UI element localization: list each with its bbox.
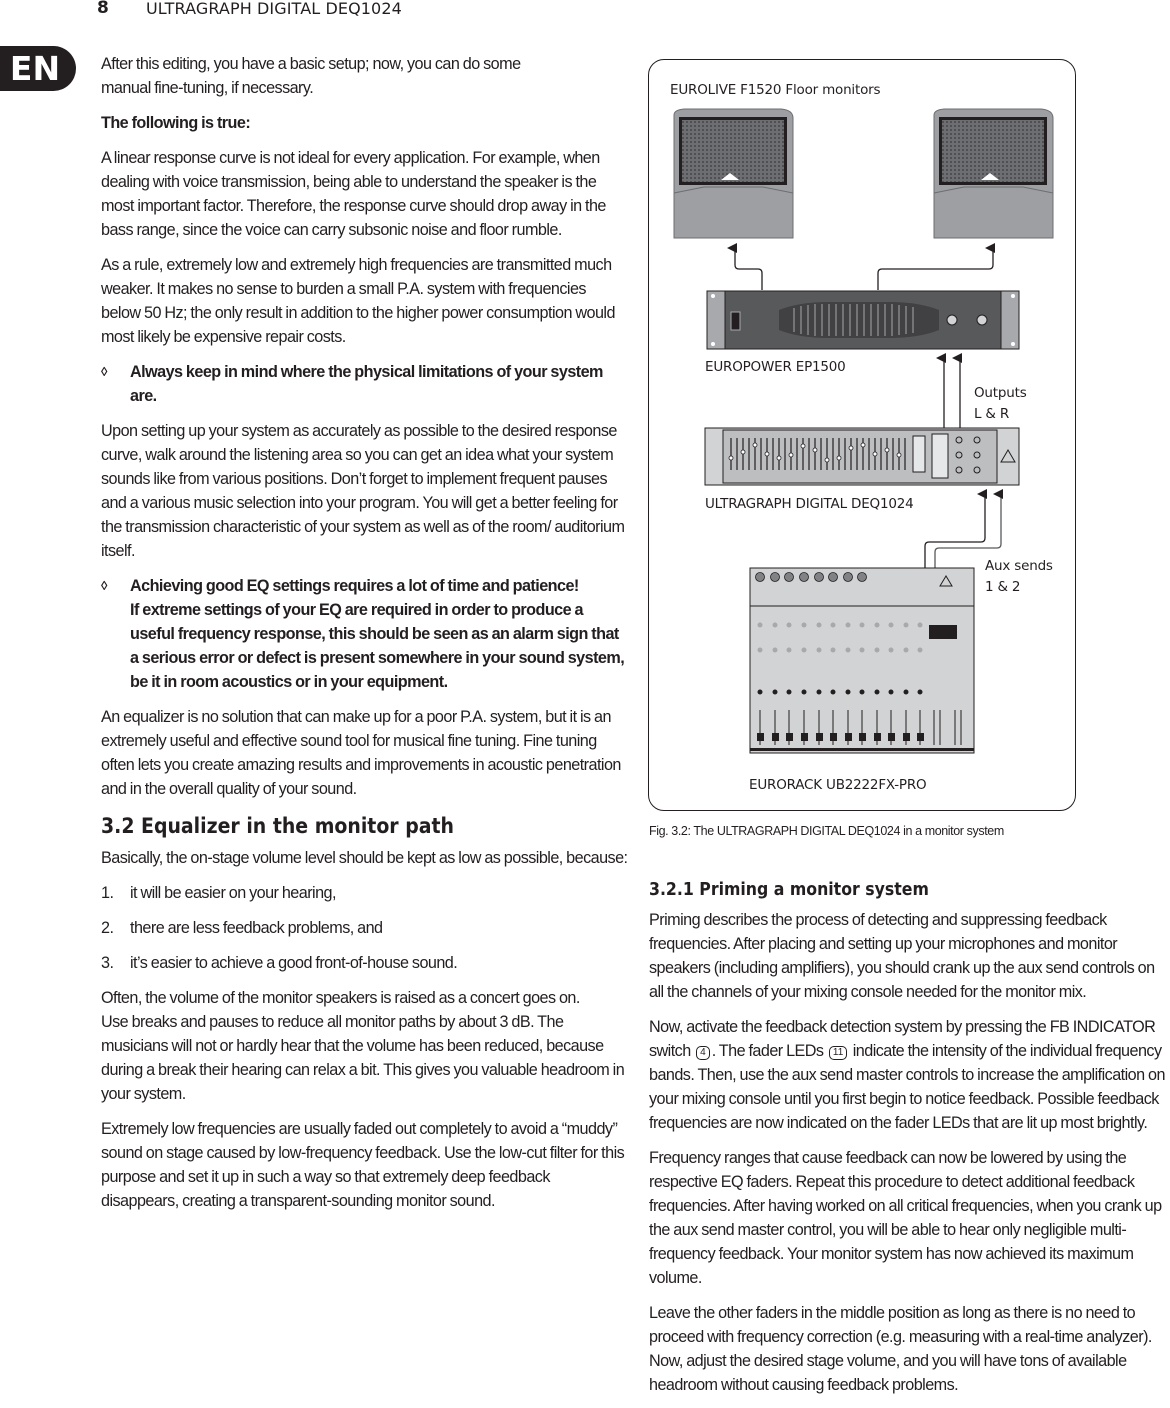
intro-paragraph: After this editing, you have a basic setup; now, you can do some manual fine-tuning, if necessary. bbox=[101, 55, 521, 97]
power-amplifier-icon bbox=[707, 291, 1019, 349]
aux-sends-label-line1: Aux sends bbox=[985, 558, 1053, 574]
subsection-heading-3-2-1: 3.2.1 Priming a monitor system bbox=[649, 880, 929, 900]
list-text: there are less feedback problems, and bbox=[130, 919, 383, 937]
leave-faders-paragraph: Leave the other faders in the middle position as long as there is no need to proceed with frequency correction (e.g. measuring with a real-time analyzer). Now, adjust the desired stage volume, and you will have tons of available headroom without causing feedback problems. bbox=[649, 1304, 1152, 1394]
note-text bbox=[130, 574, 628, 694]
text-run: indicate the intensity of the individual frequency bands. Then, use the aux send master controls to increase the amplification on your mixing console until you first begin to notice feedback. Possible feedback frequencies are now indicated on the fader LEDs that are lit up most brightly. bbox=[649, 1042, 1165, 1132]
list-item bbox=[101, 916, 628, 940]
list-item bbox=[101, 881, 628, 905]
note-line-1: Achieving good EQ settings requires a lot of time and patience! bbox=[130, 577, 579, 595]
equalizer-paragraph: An equalizer is no solution that can make up for a poor P.A. system, but it is an extremely useful and effective sound tool for musical fine tuning. Fine tuning often lets you create amazing results and improvements in acoustic penetration and in the overall quality of your sound. bbox=[101, 708, 621, 798]
rule-paragraph: As a rule, extremely low and extremely high frequencies are transmitted much weaker. It makes no sense to burden a small P.A. system with frequencies below 50 Hz; the only result in addition to the higher power consumption would most likely be expensive repair costs. bbox=[101, 256, 615, 346]
section-heading-3-2: 3.2 Equalizer in the monitor path bbox=[101, 814, 454, 838]
figure-monitor-system bbox=[648, 59, 1076, 811]
setup-paragraph: Upon setting up your system as accurately as possible to the desired response curve, walk around the listening area so you can get an idea what your system sounds like from various positions. Don’t forget to implement frequent pauses and a various music selection into your program. You will get a better feeling for the transmission characteristic of your system as well as of the room/ auditorium itself. bbox=[101, 422, 625, 560]
outputs-label-line2: L & R bbox=[974, 406, 1010, 422]
low-frequencies-paragraph: Extremely low frequencies are usually faded out completely to avoid a “muddy” sound on stage caused by low-frequency feedback. Use the low-cut filter for this purpose and set it up in such a way so that extremely deep feedback disappears, creating a transparent-sounding monitor sound. bbox=[101, 1120, 625, 1210]
floor-monitor-right-icon bbox=[934, 109, 1053, 238]
note-rest: If extreme settings of your EQ are required in order to produce a useful frequency response, this should be seen as an alarm sign that a serious error or defect is present somewhere in your sound system, be it in room acoustics or in your equipment. bbox=[130, 601, 625, 691]
list-number: 1. bbox=[101, 884, 114, 902]
text-run: . The fader LEDs bbox=[711, 1042, 827, 1060]
basically-paragraph: Basically, the on-stage volume level should be kept as low as possible, because: bbox=[101, 849, 628, 867]
text-run: Now, activate the feedback detection system by pressing the FB INDICATOR switch bbox=[649, 1018, 1156, 1060]
monitors-label: EUROLIVE F1520 Floor monitors bbox=[670, 82, 881, 98]
list-number: 3. bbox=[101, 954, 114, 972]
right-column bbox=[649, 878, 1170, 1408]
note-eq-patience bbox=[101, 574, 628, 694]
running-header-title: ULTRAGRAPH DIGITAL DEQ1024 bbox=[146, 0, 402, 18]
reference-number-4: 4 bbox=[696, 1046, 710, 1060]
outputs-label-line1: Outputs bbox=[974, 385, 1027, 401]
list-number: 2. bbox=[101, 919, 114, 937]
page-number: 8 bbox=[97, 0, 109, 18]
frequency-ranges-paragraph: Frequency ranges that cause feedback can now be lowered by using the respective EQ faders. Repeat this procedure to detect additional feedback frequencies. After having worked on all critical frequencies, when you crank up the aux send master control, you will be able to hear only negligible multi-frequency feedback. Your monitor system has now achieved its maximum volume. bbox=[649, 1149, 1162, 1287]
language-tab: EN bbox=[0, 46, 76, 91]
mixing-console-icon bbox=[750, 568, 974, 753]
often-line-1: Often, the volume of the monitor speakers is raised as a concert goes on. bbox=[101, 989, 580, 1007]
amplifier-label: EUROPOWER EP1500 bbox=[705, 359, 846, 375]
note-physical-limits bbox=[101, 360, 628, 408]
equalizer-label: ULTRAGRAPH DIGITAL DEQ1024 bbox=[705, 496, 914, 512]
priming-paragraph: Priming describes the process of detecting and suppressing feedback frequencies. After placing and setting up your microphones and monitor speakers (including amplifiers), you should crank up the aux send controls on all the channels of your mixing console needed for the monitor mix. bbox=[649, 911, 1155, 1001]
following-heading: The following is true: bbox=[101, 114, 251, 132]
fb-indicator-paragraph bbox=[649, 1015, 1170, 1135]
diamond-bullet-icon: ◊ bbox=[101, 364, 107, 379]
figure-caption: Fig. 3.2: The ULTRAGRAPH DIGITAL DEQ1024 in a monitor system bbox=[649, 824, 1004, 838]
list-item bbox=[101, 951, 628, 975]
aux-sends-label-line2: 1 & 2 bbox=[985, 579, 1021, 595]
monitor-system-diagram bbox=[649, 60, 1077, 812]
mixer-label: EURORACK UB2222FX-PRO bbox=[749, 777, 927, 793]
linear-response-paragraph: A linear response curve is not ideal for every application. For example, when dealing with voice transmission, being able to understand the speaker is the most important factor. Therefore, the response curve should drop away in the bass range, since the voice can carry subsonic noise and floor rumble. bbox=[101, 149, 606, 239]
left-column bbox=[101, 52, 628, 1224]
graphic-equalizer-icon bbox=[705, 428, 1019, 485]
often-paragraph bbox=[101, 986, 628, 1106]
floor-monitor-left-icon bbox=[674, 109, 793, 238]
reference-number-11: 11 bbox=[829, 1046, 847, 1060]
diamond-bullet-icon: ◊ bbox=[101, 578, 107, 593]
list-text: it will be easier on your hearing, bbox=[130, 884, 336, 902]
note-text: Always keep in mind where the physical limitations of your system are. bbox=[130, 363, 603, 405]
list-text: it’s easier to achieve a good front-of-house sound. bbox=[130, 954, 458, 972]
often-rest: Use breaks and pauses to reduce all monitor paths by about 3 dB. The musicians will not or hardly hear that the volume has been reduced, because during a break their hearing can relax a bit. This gives you valuable headroom in your system. bbox=[101, 1013, 625, 1103]
